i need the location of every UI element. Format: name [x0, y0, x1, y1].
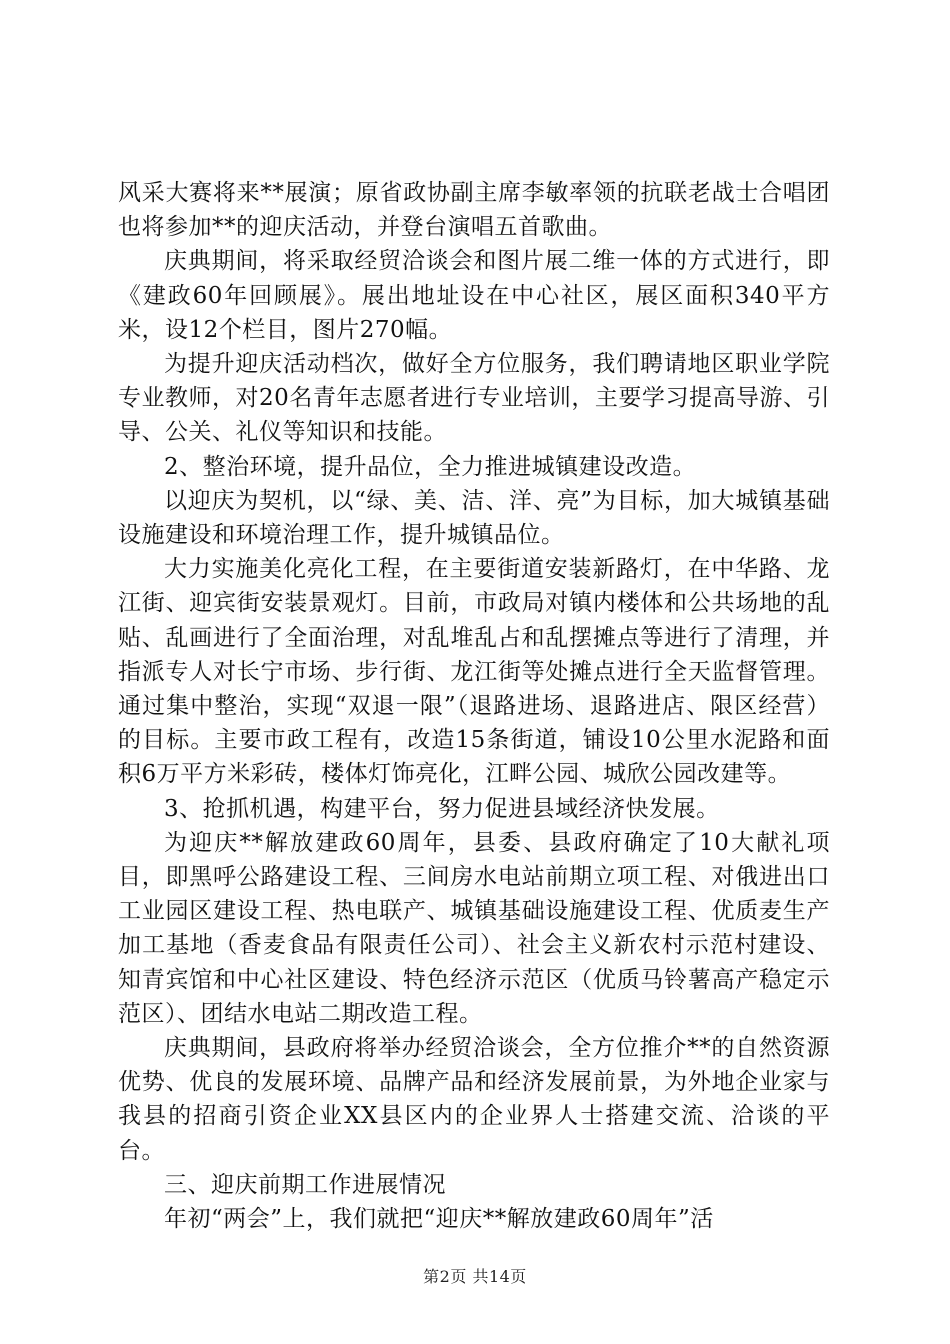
paragraph: 以迎庆为契机，以“绿、美、洁、洋、亮”为目标，加大城镇基础设施建设和环境治理工作，提升城镇品位。	[118, 487, 830, 549]
section-heading: 2、整治环境，提升品位，全力推进城镇建设改造。	[164, 453, 697, 480]
paragraph: 庆典期间，将采取经贸洽谈会和图片展二维一体的方式进行，即《建政60年回顾展》。展出地址设在中心社区，展区面积340平方米，设12个栏目，图片270幅。	[118, 248, 830, 343]
section-heading: 3、抢抓机遇，构建平台，努力促进县域经济快发展。	[164, 795, 720, 822]
paragraph: 庆典期间，县政府将举办经贸洽谈会，全方位推介**的自然资源优势、优良的发展环境、品牌产品和经济发展前景，为外地企业家与我县的招商引资企业XX县区内的企业界人士搭建交流、洽谈的平台。	[118, 1035, 830, 1164]
paragraph: 大力实施美化亮化工程，在主要街道安装新路灯，在中华路、龙江街、迎宾街安装景观灯。目前，市政局对镇内楼体和公共场地的乱贴、乱画进行了全面治理，对乱堆乱占和乱摆摊点等进行了清理，并指派专人对长宁市场、步行街、龙江街等处摊点进行全天监督管理。通过集中整治，实现“双退一限”（退路进场、退路进店、限区经营）的目标。主要市政工程有，改造15条街道，铺设10公里水泥路和面积6万平方米彩砖，楼体灯饰亮化，江畔公园、城欣公园改建等。	[118, 556, 830, 788]
paragraph: 为提升迎庆活动档次，做好全方位服务，我们聘请地区职业学院专业教师，对20名青年志愿者进行专业培训，主要学习提高导游、引导、公关、礼仪等知识和技能。	[118, 351, 830, 446]
page-footer: 第2页 共14页	[423, 1267, 527, 1286]
document-body	[118, 176, 830, 1236]
paragraph: 年初“两会”上，我们就把“迎庆**解放建政60周年”活	[164, 1206, 714, 1233]
paragraph-continuation: 风采大赛将来**展演；原省政协副主席李敏率领的抗联老战士合唱团也将参加**的迎庆活动，并登台演唱五首歌曲。	[118, 180, 830, 241]
section-heading: 三、迎庆前期工作进展情况	[164, 1171, 446, 1198]
paragraph: 为迎庆**解放建政60周年，县委、县政府确定了10大献礼项目，即黑呼公路建设工程、三间房水电站前期立项工程、对俄进出口工业园区建设工程、热电联产、城镇基础设施建设工程、优质麦生产加工基地（香麦食品有限责任公司）、社会主义新农村示范村建设、知青宾馆和中心社区建设、特色经济示范区（优质马铃薯高产稳定示范区）、团结水电站二期改造工程。	[118, 829, 830, 1027]
